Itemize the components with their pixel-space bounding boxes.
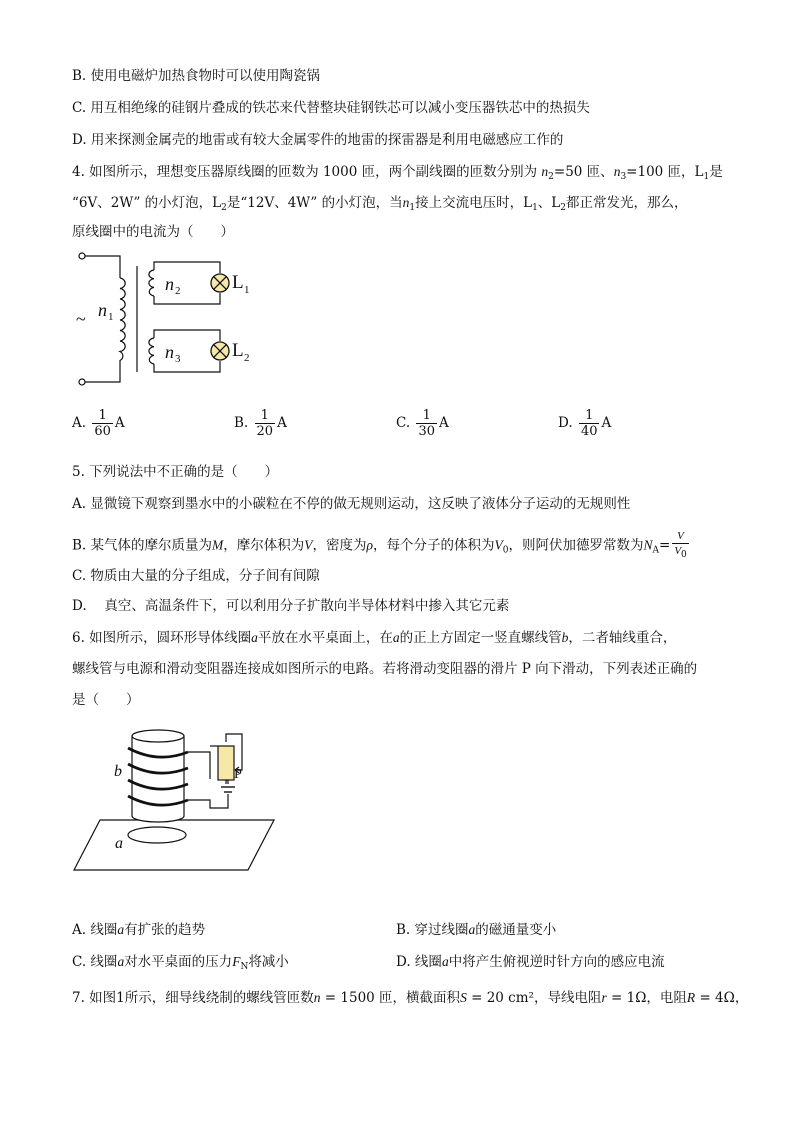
q3-option-b: B. 使用电磁炉加热食物时可以使用陶瓷锅	[72, 68, 321, 84]
label-L1-sub: 1	[244, 284, 250, 296]
q6-stem-line2: 螺线管与电源和滑动变阻器连接成如图所示的电路。若将滑动变阻器的滑片 P 向下滑动，下列表述正确的	[72, 661, 698, 677]
label-n2-sub: 2	[175, 285, 181, 297]
label-L1: L	[232, 272, 244, 293]
q6-option-b: B. 穿过线圈a的磁通量变小	[396, 922, 557, 938]
label-n2: n	[165, 274, 174, 294]
q4-option-d: D. $\frac{1}{40}$ A	[558, 408, 612, 439]
q6-stem-line3: 是（ ）	[72, 692, 140, 708]
q5-option-c: C. 物质由大量的分子组成，分子间有间隙	[72, 568, 320, 584]
transformer-circuit-figure	[70, 248, 270, 390]
q6-option-a: A. 线圈a有扩张的趋势	[72, 922, 206, 938]
q4-stem-line1: 4. 如图所示，理想变压器原线圈的匝数为 1000 匝，两个副线圈的匝数分别为 $n_2=50$ 匝、$n_3=100$ 匝，$L_1$是	[72, 164, 723, 182]
q4-option-b: B. $\frac{1}{20}$ A	[234, 408, 287, 439]
q3-option-d: D. 用来探测金属壳的地雷或有较大金属零件的地雷的探雷器是利用电磁感应工作的	[72, 132, 564, 148]
q5-option-d: D. 真空、高温条件下，可以利用分子扩散向半导体材料中掺入其它元素	[72, 598, 510, 614]
solenoid-ring-figure	[70, 724, 280, 874]
q4-option-c: C. $\frac{1}{30}$ A	[396, 408, 449, 439]
q5-option-b: B. 某气体的摩尔质量为M，摩尔体积为V，密度为ρ，每个分子的体积为$V_0$，则阿伏加德罗常数为$N_A=$ $\frac{V}{V_0}$	[72, 530, 687, 560]
q5-stem: 5. 下列说法中不正确的是（ ）	[72, 464, 279, 480]
q3-option-c: C. 用互相绝缘的硅钢片叠成的铁芯来代替整块硅钢铁芯可以减小变压器铁芯中的热损失	[72, 100, 590, 116]
label-b: b	[114, 763, 122, 780]
label-a: a	[115, 835, 123, 852]
label-L2-sub: 2	[244, 352, 250, 364]
label-n1-sub: 1	[108, 311, 114, 323]
label-n3: n	[165, 342, 174, 362]
q4-option-a: A. $\frac{1}{60}$ A	[72, 408, 125, 439]
ac-source-symbol: ~	[76, 309, 86, 329]
q4-stem-line2: “6V、2W” 的小灯泡，$L_2$是“12V、4W” 的小灯泡，当$n_1$接上交流电压时，$L_1$、$L_2$都正常发光，那么，	[72, 195, 688, 213]
q6-option-d: D. 线圈a中将产生俯视逆时针方向的感应电流	[396, 954, 665, 970]
lamp-l1-icon	[211, 274, 229, 292]
label-n3-sub: 3	[175, 353, 181, 365]
label-L2: L	[232, 340, 244, 361]
label-P: P	[234, 767, 242, 782]
q4-stem-line3: 原线圈中的电流为（ ）	[72, 224, 234, 240]
q7-stem-line1: 7. 如图1所示，细导线绕制的螺线管匝数n = 1500 匝，横截面积S = 20 cm²，导线电阻r = 1Ω，电阻R = 4Ω，	[72, 990, 749, 1006]
label-n1: n	[98, 300, 107, 320]
lamp-l2-icon	[211, 342, 229, 360]
q5-option-a: A. 显微镜下观察到墨水中的小碳粒在不停的做无规则运动，这反映了液体分子运动的无规则性	[72, 496, 631, 512]
rheostat-icon	[218, 746, 234, 780]
q6-option-c: C. 线圈a对水平桌面的压力$F_N$将减小	[72, 954, 289, 972]
q6-stem-line1: 6. 如图所示，圆环形导体线圈a平放在水平桌面上，在a的正上方固定一竖直螺线管b，二者轴线重合，	[72, 630, 677, 646]
